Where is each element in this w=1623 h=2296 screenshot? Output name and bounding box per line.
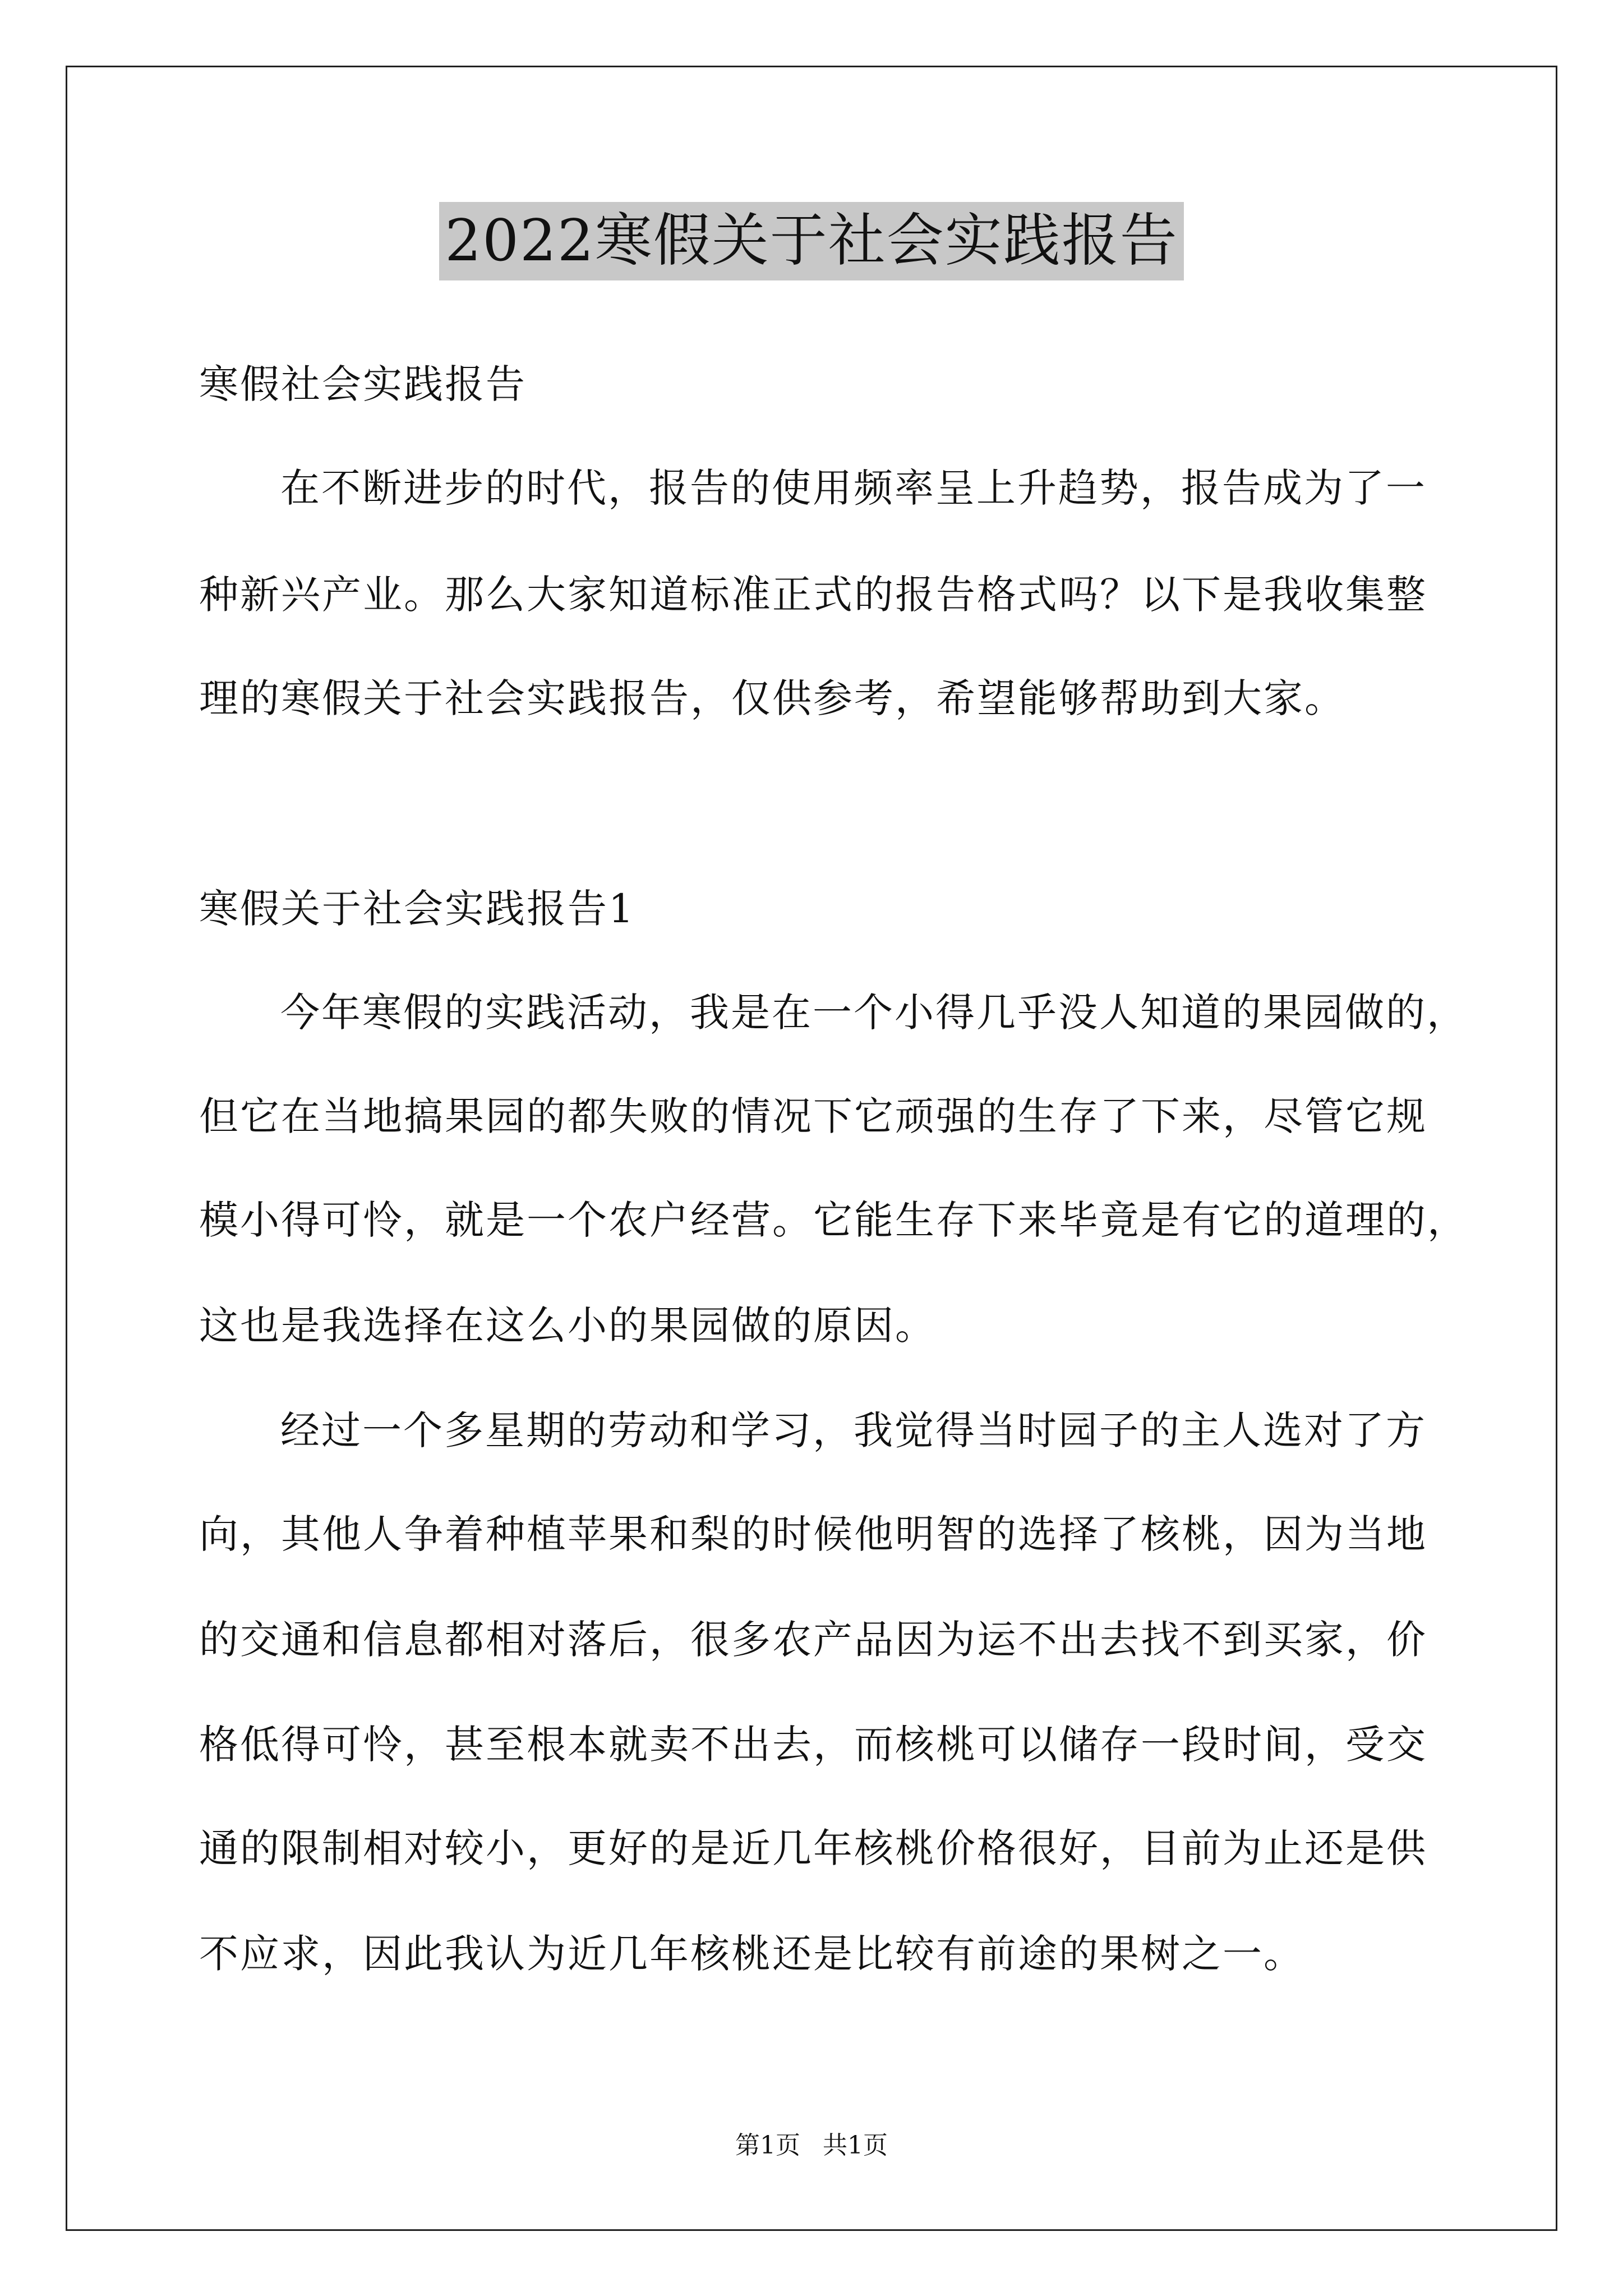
paragraph-line: 模小得可怜，就是一个农户经营。它能生存下来毕竟是有它的道理的， — [199, 1197, 1468, 1243]
paragraph-line: 的交通和信息都相对落后，很多农产品因为运不出去找不到买家，价 — [199, 1617, 1427, 1663]
paragraph-line: 今年寒假的实践活动，我是在一个小得几乎没人知道的果园做的， — [280, 990, 1468, 1036]
paragraph-line: 经过一个多星期的劳动和学习，我觉得当时园子的主人选对了方 — [280, 1407, 1427, 1453]
page-footer — [0, 2129, 1623, 2162]
paragraph-line: 不应求，因此我认为近几年核桃还是比较有前途的果树之一。 — [199, 1931, 1304, 1977]
paragraph-line: 通的限制相对较小，更好的是近几年核桃价格很好，目前为止还是供 — [199, 1825, 1427, 1871]
paragraph-line: 向，其他人争着种植苹果和梨的时候他明智的选择了核桃，因为当地 — [199, 1511, 1427, 1557]
intro-line: 种新兴产业。那么大家知道标准正式的报告格式吗？以下是我收集整 — [199, 572, 1427, 618]
document-title: 2022寒假关于社会实践报告 — [439, 202, 1184, 280]
intro-line: 理的寒假关于社会实践报告，仅供参考，希望能够帮助到大家。 — [199, 675, 1345, 721]
paragraph-line: 格低得可怜，甚至根本就卖不出去，而核桃可以储存一段时间，受交 — [199, 1722, 1427, 1768]
intro-line: 在不断进步的时代，报告的使用频率呈上升趋势，报告成为了一 — [280, 465, 1427, 511]
subtitle: 寒假社会实践报告 — [199, 361, 527, 407]
paragraph-line: 但它在当地搞果园的都失败的情况下它顽强的生存了下来，尽管它规 — [199, 1093, 1427, 1139]
section-heading: 寒假关于社会实践报告1 — [199, 886, 635, 932]
page-current: 第1页 — [735, 2131, 800, 2160]
page-total: 共1页 — [823, 2131, 888, 2160]
paragraph-line: 这也是我选择在这么小的果园做的原因。 — [199, 1303, 936, 1349]
title-container — [0, 202, 1623, 280]
